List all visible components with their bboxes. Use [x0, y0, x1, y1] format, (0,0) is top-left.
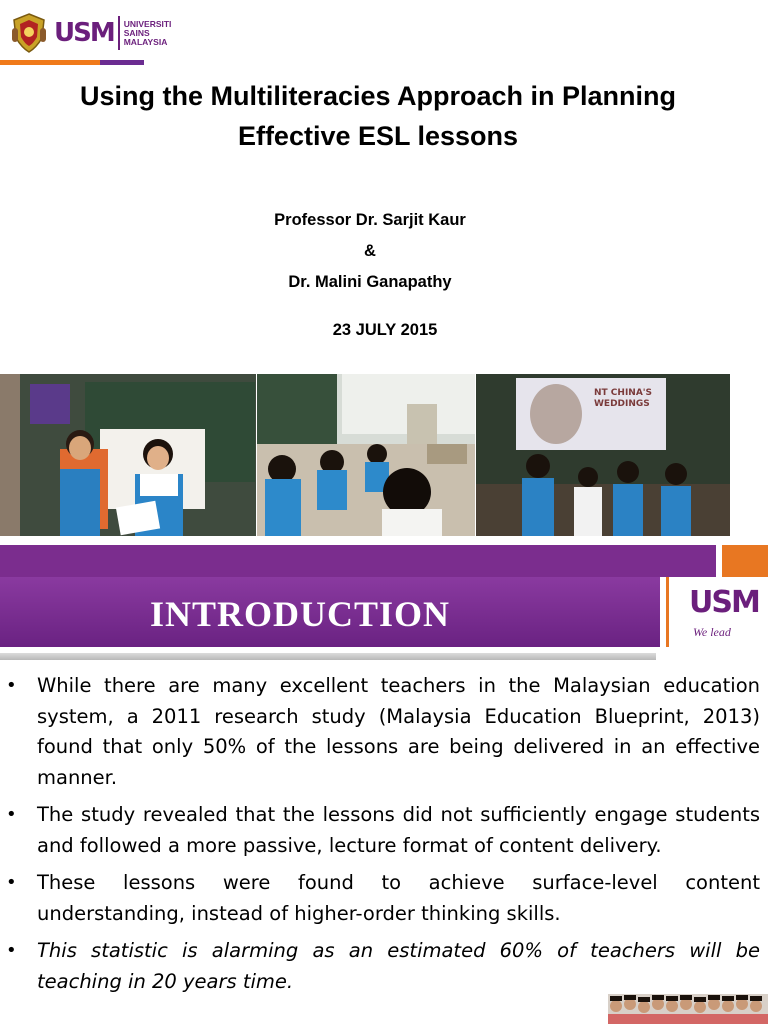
usm-wordmark: USM — [54, 18, 114, 48]
bullet-icon: • — [6, 804, 17, 825]
projected-slide-title-line: NT CHINA'S — [594, 388, 653, 398]
introduction-slide — [0, 543, 768, 1024]
list-item — [6, 936, 760, 997]
list-item — [6, 868, 760, 929]
author-1: Professor Dr. Sarjit Kaur — [274, 211, 466, 229]
title-line-2: Effective ESL lessons — [237, 121, 519, 151]
projected-slide-title — [594, 388, 652, 410]
usm-wordmark-small: USM — [689, 585, 759, 620]
author-separator: & — [364, 242, 376, 260]
bullet-text: These lessons were found to achieve surface-level content understanding, instead of higher-order thinking skills. — [37, 871, 760, 925]
university-name-line: SAINS — [123, 27, 150, 38]
bullet-text: This statistic is alarming as an estimated 60% of teachers will be teaching in 20 years time. — [37, 939, 760, 993]
logo-divider — [118, 16, 120, 50]
title-line-1: Using the Multiliteracies Approach in Planning — [79, 81, 677, 111]
university-name-line: MALAYSIA — [123, 36, 168, 47]
classroom-photo-presentation — [0, 374, 256, 536]
students-faces-photo — [608, 994, 768, 1024]
bullet-text: While there are many excellent teachers in the Malaysian education system, a 2011 research study (Malaysia Education Blueprint, 2013) found that only 50% of the lessons are being delivered in an effective manner. — [37, 674, 760, 789]
header-divider — [0, 653, 656, 660]
presentation-date: 23 JULY 2015 — [332, 321, 438, 339]
bullet-list — [6, 671, 760, 1004]
university-name — [124, 20, 172, 47]
header-accent-bar — [0, 545, 716, 577]
header-accent-block — [722, 545, 768, 577]
usm-logo — [10, 10, 171, 56]
list-item — [6, 800, 760, 861]
presentation-title — [20, 76, 736, 156]
usm-logo-small — [666, 577, 768, 647]
classroom-photo-lesson — [257, 374, 475, 536]
classroom-photo-projector — [476, 374, 730, 536]
logo-underline-orange — [0, 60, 100, 65]
bullet-icon: • — [6, 940, 17, 961]
logo-underline-purple — [100, 60, 144, 65]
classroom-photo-strip — [0, 374, 730, 536]
author-2: Dr. Malini Ganapathy — [288, 273, 452, 291]
university-name-line: UNIVERSITI — [123, 18, 172, 29]
projected-slide-title-line: WEDDINGS — [594, 399, 650, 409]
slide-heading: INTRODUCTION — [150, 594, 451, 634]
bullet-icon: • — [6, 675, 17, 696]
university-crest-icon — [10, 12, 48, 54]
bullet-text: The study revealed that the lessons did not sufficiently engage students and followed a more passive, lecture format of content delivery. — [37, 803, 760, 857]
usm-tagline: We lead — [693, 625, 731, 639]
list-item — [6, 671, 760, 793]
bullet-icon: • — [6, 872, 17, 893]
